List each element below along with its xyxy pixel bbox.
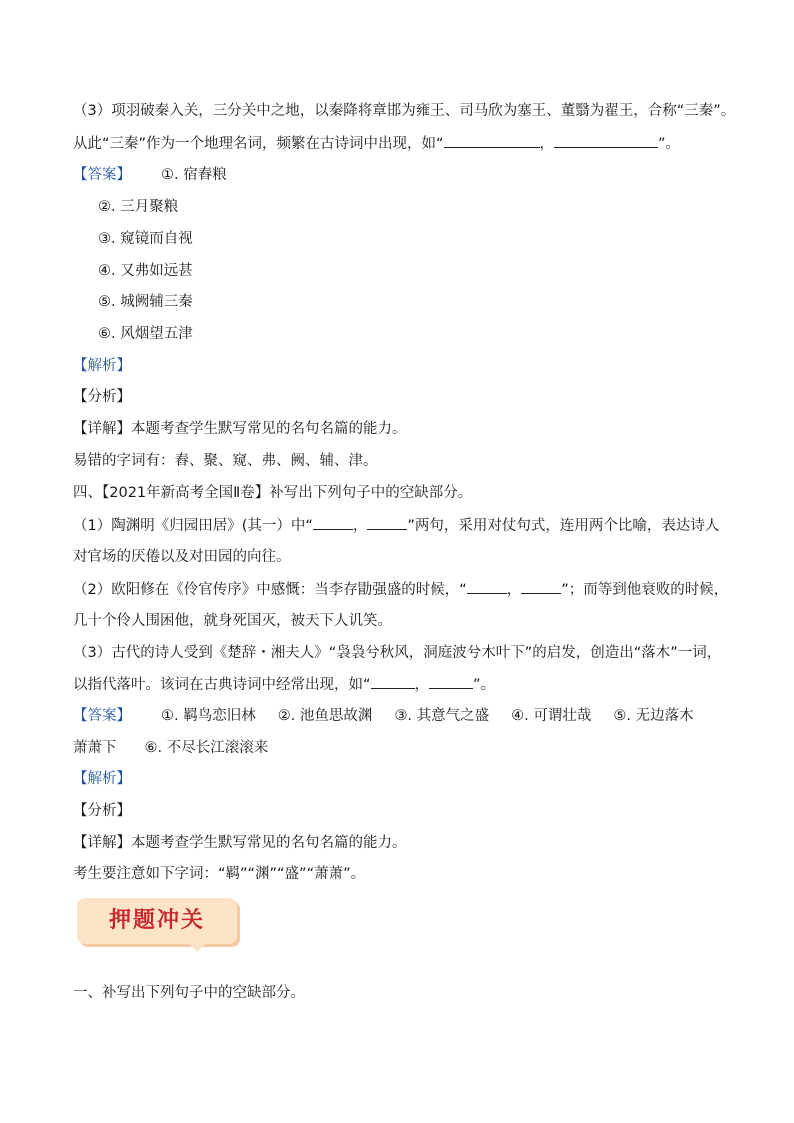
fill-blank[interactable]: [521, 579, 561, 594]
s4-question-1-line-2: [73, 547, 291, 567]
section-4-source-tag: 【2021年新高考全国Ⅱ卷】: [102, 485, 270, 501]
xiangjie-text: 本题考查学生默写常见的名句名篇的能力。: [131, 421, 407, 437]
s4-question-2-line-1: [73, 579, 728, 600]
attention-words-row: [73, 864, 365, 884]
text-segment: ，: [414, 677, 430, 693]
answer-item: 萧萧下: [73, 740, 117, 756]
fenxi-tag: 【分析】: [73, 389, 131, 405]
answer-item: ②. 三月聚粮: [98, 199, 179, 215]
error-words-row: [73, 451, 378, 471]
error-words: 易错的字词有：舂、聚、窥、弗、阙、辅、津。: [73, 453, 378, 469]
s4-question-2-line-2: [73, 611, 392, 631]
text-segment: ”两句，采用对仗句式，连用两个比喻，表达诗人: [407, 518, 720, 534]
text-segment: （3）古代的诗人受到《楚辞・湘夫人》“袅袅兮秋风，洞庭波兮木叶下”的启发，创造出“落木”一词，: [73, 645, 722, 661]
fill-blank[interactable]: [313, 515, 353, 530]
jiexi-row-2: [73, 769, 131, 789]
text-segment: 一、补写出下列句子中的空缺部分。: [73, 985, 305, 1001]
fill-blank[interactable]: [554, 133, 658, 148]
attention-words: 考生要注意如下字词：“羁”“渊”“盛”“萧萧”。: [73, 866, 366, 882]
text-segment: ”；而等到他衰败的时候，: [561, 582, 729, 598]
fenxi-row: [73, 387, 131, 407]
s4-question-3-line-1: [73, 643, 721, 663]
xiangjie-tag: 【详解】: [73, 421, 131, 437]
fenxi-tag: 【分析】: [73, 803, 131, 819]
answer-tag: 【答案】: [73, 708, 131, 724]
answer-tag: 【答案】: [73, 167, 131, 183]
fill-blank[interactable]: [444, 133, 540, 148]
answer-item: ⑥. 风烟望五津: [98, 326, 193, 342]
s4-question-3-line-2: [73, 674, 495, 695]
answer-item: ①. 羁鸟恋旧林: [161, 708, 256, 724]
text-segment: ”。: [473, 677, 496, 693]
answer-item: ①. 宿舂粮: [161, 167, 227, 183]
banner-tail: [189, 944, 205, 952]
fill-blank[interactable]: [429, 674, 473, 689]
text-segment: 对官场的厌倦以及对田园的向往。: [73, 549, 291, 565]
jiexi-tag: 【解析】: [73, 358, 131, 374]
fill-blank[interactable]: [371, 674, 415, 689]
fill-blank[interactable]: [367, 515, 407, 530]
question-3-text: [73, 101, 735, 121]
answer-block-2-line-2: [73, 738, 268, 758]
text-segment: 四、: [73, 485, 102, 501]
section-banner: [77, 898, 237, 948]
fill-blank[interactable]: [467, 579, 507, 594]
xiangjie-row-2: [73, 833, 407, 853]
text-segment: （2）欧阳修在《伶官传序》中感慨：当李存勖强盛的时候，“: [73, 582, 467, 598]
answer-item: ④. 可谓壮哉: [511, 708, 592, 724]
answer-item-row: [98, 229, 193, 249]
answer-item-row: [98, 292, 193, 312]
xiangjie-tag: 【详解】: [73, 835, 131, 851]
jiexi-tag: 【解析】: [73, 771, 131, 787]
section-1-heading: [73, 983, 305, 1003]
banner-label: 押题冲关: [108, 908, 205, 933]
answer-item: ⑤. 无边落木: [613, 708, 694, 724]
answer-item: ⑤. 城阙辅三秦: [98, 294, 193, 310]
jiexi-row: [73, 356, 131, 376]
answer-item: ③. 窥镜而自视: [98, 231, 193, 247]
text-segment: ，: [506, 582, 522, 598]
answer-item-row: [98, 197, 178, 217]
text-segment: ”。: [658, 136, 681, 152]
question-3-text-line-2: [73, 133, 680, 154]
answer-item: ④. 又弗如远甚: [98, 263, 193, 279]
answer-item-row: [98, 324, 193, 344]
section-4-heading: [73, 483, 472, 503]
answer-item-row: [98, 261, 193, 281]
question-3-line-1: （3）项羽破秦入关，三分关中之地，以秦降将章邯为雍王、司马欣为塞王、董翳为翟王，合称“三秦”。: [73, 103, 736, 119]
answer-block-1: [73, 165, 227, 185]
text-segment: （1）陶渊明《归园田居》(其一）中“: [73, 518, 313, 534]
text-segment: 补写出下列句子中的空缺部分。: [269, 485, 473, 501]
answer-item: ②. 池鱼思故渊: [277, 708, 373, 724]
text-segment: 以指代落叶。该词在古典诗词中经常出现，如“: [73, 677, 371, 693]
text-segment: 几十个伶人围困他，就身死国灭，被天下人讥笑。: [73, 613, 392, 629]
s4-question-1-line-1: [73, 515, 719, 536]
text-segment: ，: [539, 136, 555, 152]
answer-item: ⑥. 不尽长江滚滚来: [144, 740, 269, 756]
answer-item: ③. 其意气之盛: [394, 708, 490, 724]
xiangjie-row: [73, 419, 407, 439]
answer-block-2: [73, 706, 694, 726]
fenxi-row-2: [73, 801, 131, 821]
text-segment: 从此“三秦”作为一个地理名词，频繁在古诗词中出现，如“: [73, 136, 444, 152]
text-segment: ，: [352, 518, 368, 534]
xiangjie-text: 本题考查学生默写常见的名句名篇的能力。: [131, 835, 407, 851]
